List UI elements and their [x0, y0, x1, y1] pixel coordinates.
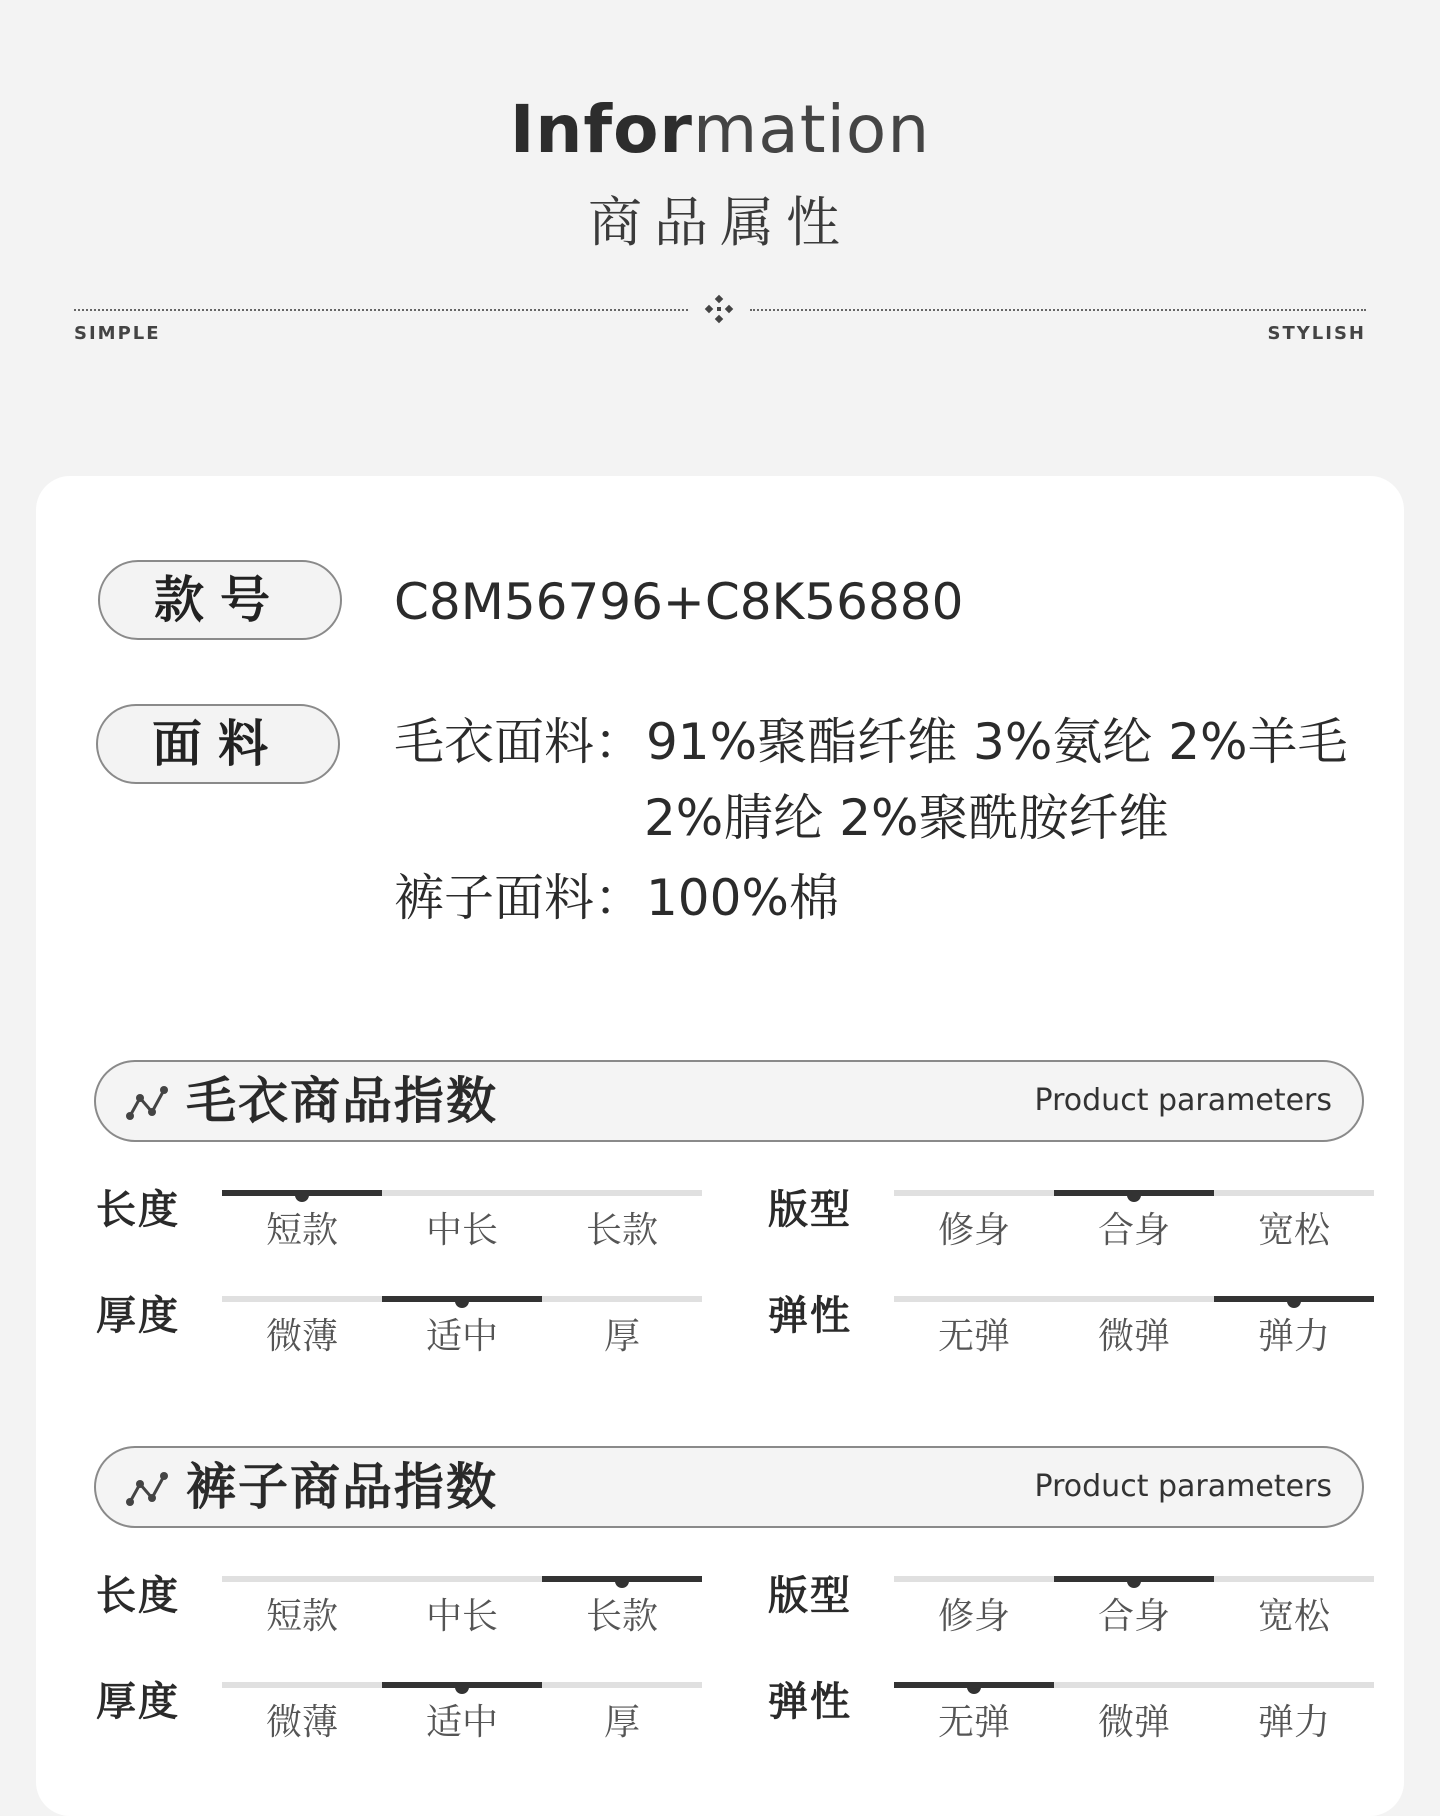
index-marker	[1127, 1192, 1141, 1202]
index-option: 微弹	[1097, 1316, 1170, 1357]
index-marker	[1127, 1578, 1141, 1588]
index-track	[222, 1682, 702, 1688]
index-track	[894, 1682, 1374, 1688]
sweater-fabric-line2: 2%腈纶 2%聚酰胺纤维	[644, 789, 1169, 847]
sweater-fabric-line1: 91%聚酯纤维 3%氨纶 2%羊毛	[646, 713, 1348, 771]
style-no-value: C8M56796+C8K56880	[394, 573, 964, 631]
index-option: 修身	[937, 1210, 1010, 1251]
index-option: 微薄	[265, 1702, 338, 1743]
index-option: 宽松	[1257, 1210, 1330, 1251]
index-label: 弹性	[768, 1293, 852, 1339]
title-bold: Infor	[509, 91, 693, 168]
title-light: mation	[692, 91, 931, 168]
header	[0, 0, 1440, 420]
index-option: 短款	[265, 1596, 338, 1637]
divider-left	[74, 309, 688, 311]
index-marker	[455, 1684, 469, 1694]
section-title: 毛衣商品指数	[186, 1072, 498, 1130]
pants-fabric-label: 裤子面料：	[394, 869, 644, 927]
index-marker	[455, 1298, 469, 1308]
index-option: 短款	[265, 1210, 338, 1251]
index-label: 弹性	[768, 1679, 852, 1725]
index-option: 中长	[425, 1210, 498, 1251]
index-label: 版型	[768, 1187, 852, 1233]
ornament-icon	[704, 294, 734, 324]
index-label: 厚度	[96, 1293, 180, 1339]
index-option: 无弹	[937, 1702, 1010, 1743]
index-marker	[615, 1578, 629, 1588]
trend-line-icon	[124, 1084, 170, 1122]
section-subtitle: Product parameters	[1034, 1469, 1332, 1504]
index-label: 长度	[96, 1573, 180, 1619]
section-header	[94, 1446, 1364, 1528]
index-option: 无弹	[937, 1316, 1010, 1357]
style-no-label: 款号	[98, 560, 342, 640]
sweater-fabric-label: 毛衣面料：	[394, 713, 644, 771]
index-option: 弹力	[1257, 1702, 1330, 1743]
section-title: 裤子商品指数	[186, 1458, 498, 1516]
index-track	[894, 1190, 1374, 1196]
index-label: 版型	[768, 1573, 852, 1619]
index-label: 厚度	[96, 1679, 180, 1725]
stylish-label: STYLISH	[1267, 323, 1366, 344]
index-marker	[1287, 1298, 1301, 1308]
section-subtitle: Product parameters	[1034, 1083, 1332, 1118]
index-option: 厚	[603, 1702, 640, 1743]
fabric-label: 面料	[96, 704, 340, 784]
page-title	[0, 86, 1440, 174]
index-label: 长度	[96, 1187, 180, 1233]
index-track	[222, 1576, 702, 1582]
index-track	[894, 1296, 1374, 1302]
index-option: 厚	[603, 1316, 640, 1357]
index-option: 弹力	[1257, 1316, 1330, 1357]
simple-label: SIMPLE	[74, 323, 161, 344]
index-option: 长款	[585, 1596, 658, 1637]
index-track	[222, 1296, 702, 1302]
pants-fabric-value: 100%棉	[646, 869, 839, 927]
index-marker	[967, 1684, 981, 1694]
trend-line-icon	[124, 1470, 170, 1508]
attributes-card	[36, 476, 1404, 1816]
index-option: 长款	[585, 1210, 658, 1251]
index-option: 适中	[425, 1316, 498, 1357]
index-option: 微薄	[265, 1316, 338, 1357]
index-option: 宽松	[1257, 1596, 1330, 1637]
index-option: 合身	[1097, 1596, 1170, 1637]
index-marker	[295, 1192, 309, 1202]
page-subtitle: 商品属性	[588, 191, 852, 254]
index-option: 中长	[425, 1596, 498, 1637]
index-track	[222, 1190, 702, 1196]
index-option: 微弹	[1097, 1702, 1170, 1743]
section-header	[94, 1060, 1364, 1142]
index-track	[894, 1576, 1374, 1582]
index-option: 适中	[425, 1702, 498, 1743]
divider-right	[750, 309, 1366, 311]
index-option: 修身	[937, 1596, 1010, 1637]
index-option: 合身	[1097, 1210, 1170, 1251]
